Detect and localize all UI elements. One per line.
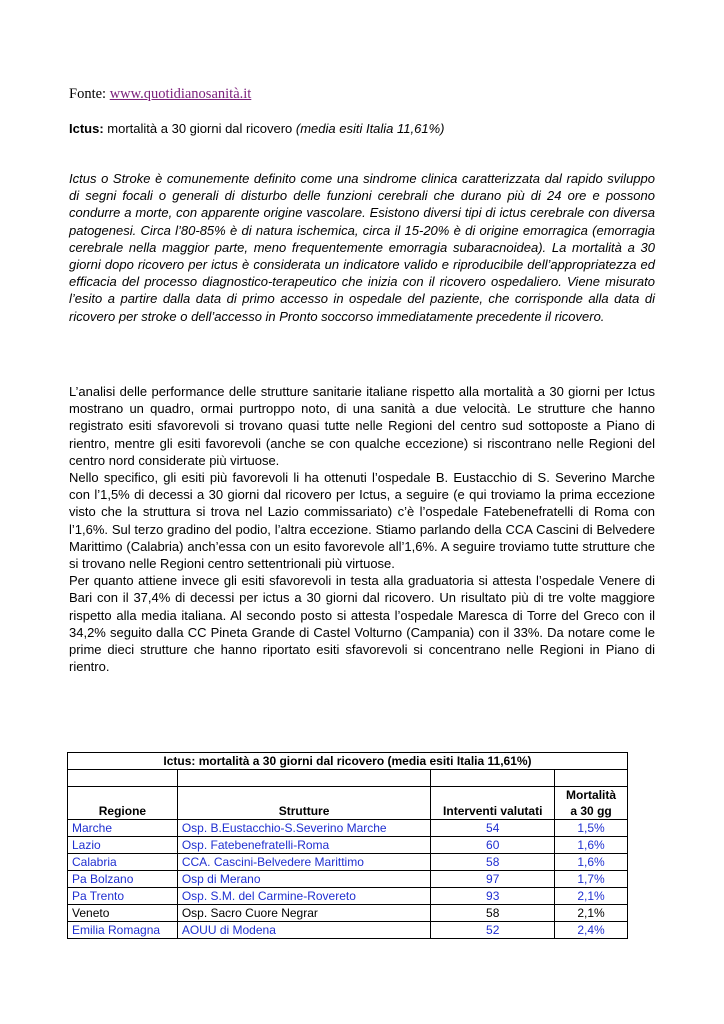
cell-region: Pa Trento xyxy=(68,888,178,905)
cell-interventions: 60 xyxy=(431,837,555,854)
cell-mortality: 2,1% xyxy=(555,905,628,922)
heading-normal: mortalità a 30 giorni dal ricovero xyxy=(103,121,296,136)
table-row xyxy=(68,888,628,905)
cell-region: Emilia Romagna xyxy=(68,922,178,939)
cell-structure: CCA. Cascini-Belvedere Marittimo xyxy=(177,854,431,871)
table-header-row xyxy=(68,787,628,820)
header-structures: Strutture xyxy=(177,787,431,820)
intro-paragraph: Ictus o Stroke è comunemente definito come una sindrome clinica caratterizzata dal rapido sviluppo di segni focali o generali di disturbo delle funzioni cerebrali che durano più di 24 ore e possono condurre a morte, con apparente origine vascolare. Esistono diversi tipi di ictus cerebrale con diversa patogenesi. Circa l’80-85% è di natura ischemica, circa il 15-20% è di origine emorragica (emorragia cerebrale nella maggior parte, meno frequentemente emorragia subaracnoidea). La mortalità a 30 giorni dopo ricovero per ictus è considerata un indicatore valido e riproducibile dell’appropriatezza ed efficacia del processo diagnostico-terapeutico che inizia con il ricovero ospedaliero. Viene misurato l’esito a partire dalla data di primo accesso in ospedale del paziente, che corrisponde alla data di ricovero per stroke o dell’accesso in Pronto soccorso immediatamente precedente il ricovero. xyxy=(69,171,655,324)
cell-region: Calabria xyxy=(68,854,178,871)
cell-mortality: 1,6% xyxy=(555,837,628,854)
cell-structure: Osp. Fatebenefratelli-Roma xyxy=(177,837,431,854)
analysis-section xyxy=(69,383,655,675)
mortality-table xyxy=(67,752,628,939)
source-line xyxy=(69,86,251,103)
header-interventions: Interventi valutati xyxy=(431,787,555,820)
heading-bold: Ictus: xyxy=(69,121,104,136)
cell-mortality: 2,4% xyxy=(555,922,628,939)
analysis-paragraph-3: Per quanto attiene invece gli esiti sfavorevoli in testa alla graduatoria si attesta l’ospedale Venere di Bari con il 37,4% di decessi per ictus a 30 giorni dal ricovero. Un risultato più di tre volte maggiore rispetto alla media italiana. Al secondo posto si attesta l’ospedale Maresca di Torre del Greco con il 34,2% seguito dalla CC Pineta Grande di Castel Volturno (Campania) con il 33%. Da notare come le prime dieci strutture che hanno riportato esiti sfavorevoli si concentrano nelle Regioni in Piano di rientro. xyxy=(69,573,655,675)
heading-italic: (media esiti Italia 11,61%) xyxy=(295,121,445,136)
table-row xyxy=(68,922,628,939)
source-link[interactable]: www.quotidianosanità.it xyxy=(109,86,252,102)
cell-mortality: 1,6% xyxy=(555,854,628,871)
source-label: Fonte: xyxy=(69,86,110,102)
analysis-paragraph-2: Nello specifico, gli esiti più favorevoli li ha ottenuti l’ospedale B. Eustacchio di S. Severino Marche con l’1,5% di decessi a 30 giorni dal ricovero per Ictus, a seguire (e qui troviamo la prima eccezione visto che la struttura si trova nel Lazio commissariato) c’è l’ospedale Fatebenefratelli di Roma con l’1,6%. Sul terzo gradino del podio, l’altra eccezione. Stiamo parlando della CCA Cascini di Belvedere Marittimo (Calabria) anch’essa con un esito favorevole all’1,6%. A seguire troviamo tutte strutture che si trovano nelle Regioni centro settentrionali più virtuose. xyxy=(69,470,655,572)
header-region: Regione xyxy=(68,787,178,820)
cell-interventions: 58 xyxy=(431,905,555,922)
header-mortality-line2: a 30 gg xyxy=(570,804,612,818)
cell-interventions: 97 xyxy=(431,871,555,888)
cell-mortality: 1,7% xyxy=(555,871,628,888)
table-row xyxy=(68,820,628,837)
cell-region: Lazio xyxy=(68,837,178,854)
cell-region: Marche xyxy=(68,820,178,837)
cell-structure: Osp. Sacro Cuore Negrar xyxy=(177,905,431,922)
table-row xyxy=(68,854,628,871)
cell-interventions: 54 xyxy=(431,820,555,837)
cell-mortality: 2,1% xyxy=(555,888,628,905)
page-heading xyxy=(69,121,444,136)
table-body xyxy=(68,820,628,939)
header-mortality-line1: Mortalità xyxy=(566,788,617,802)
analysis-paragraph-1: L’analisi delle performance delle strutture sanitarie italiane rispetto alla mortalità a 30 giorni per Ictus mostrano un quadro, ormai purtroppo noto, di una sanità a due velocità. Le strutture che hanno registrato esiti sfavorevoli si trovano quasi tutte nelle Regioni del centro sud sottoposte a Piano di rientro, mentre gli esiti favorevoli (anche se con qualche eccezione) si riscontrano nelle Regioni del centro nord considerate più virtuose. xyxy=(69,384,655,468)
cell-region: Veneto xyxy=(68,905,178,922)
table-row xyxy=(68,871,628,888)
cell-mortality: 1,5% xyxy=(555,820,628,837)
cell-structure: AOUU di Modena xyxy=(177,922,431,939)
table-row xyxy=(68,837,628,854)
cell-interventions: 93 xyxy=(431,888,555,905)
header-mortality xyxy=(555,787,628,820)
cell-region: Pa Bolzano xyxy=(68,871,178,888)
cell-interventions: 52 xyxy=(431,922,555,939)
table-row xyxy=(68,905,628,922)
cell-structure: Osp. B.Eustacchio-S.Severino Marche xyxy=(177,820,431,837)
table-spacer-row xyxy=(68,770,628,787)
cell-structure: Osp. S.M. del Carmine-Rovereto xyxy=(177,888,431,905)
cell-structure: Osp di Merano xyxy=(177,871,431,888)
table-title: Ictus: mortalità a 30 giorni dal ricovero (media esiti Italia 11,61%) xyxy=(68,753,628,770)
cell-interventions: 58 xyxy=(431,854,555,871)
